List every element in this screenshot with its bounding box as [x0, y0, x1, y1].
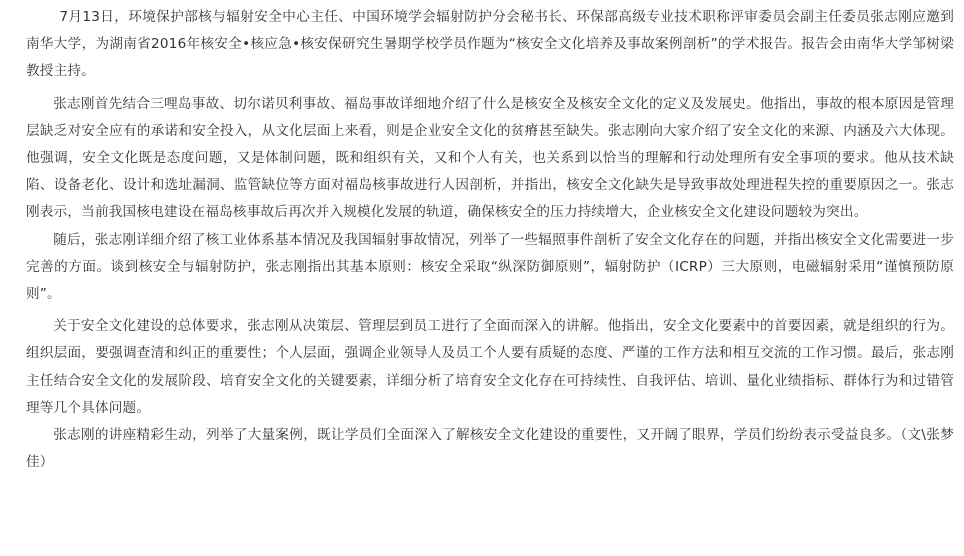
paragraph-intro: 7月13日，环境保护部核与辐射安全中心主任、中国环境学会辐射防护分会秘书长、环保部高级专业技术职称评审委员会副主任委员张志刚应邀到南华大学，为湖南省2016年核安全•核应急•核安保研究生暑期学校学员作题为“核安全文化培养及事故案例剖析”的学术报告。报告会由南华大学邹树梁教授主持。 — [26, 9, 954, 80]
paragraph-overall-requirements: 关于安全文化建设的总体要求，张志刚从决策层、管理层到员工进行了全面而深入的讲解。他指出，安全文化要素中的首要因素，就是组织的行为。组织层面，要强调查清和纠正的重要性；个人层面，强调企业领导人及员工个人要有质疑的态度、严谨的工作方法和相互交流的工作习惯。最后，张志刚主任结合安全文化的发展阶段、培育安全文化的关键要素，详细分析了培育安全文化存在可持续性、自我评估、培训、量化业绩指标、群体行为和过错管理等几个具体问题。 — [26, 318, 954, 416]
paragraph-radiation-principles: 随后，张志刚详细介绍了核工业体系基本情况及我国辐射事故情况，列举了一些辐照事件剖析了安全文化存在的问题，并指出核安全文化需要进一步完善的方面。谈到核安全与辐射防护，张志刚指出其基本原则：核安全采取“纵深防御原则”，辐射防护（ICRP）三大原则，电磁辐射采用“谨慎预防原则”。 — [26, 231, 954, 303]
paragraph-safety-culture-history: 张志刚首先结合三哩岛事故、切尔诺贝利事故、福岛事故详细地介绍了什么是核安全及核安全文化的定义及发展史。他指出，事故的根本原因是管理层缺乏对安全应有的承诺和安全投入，从文化层面上来看，则是企业安全文化的贫瘠甚至缺失。张志刚向大家介绍了安全文化的来源、内涵及六大体现。他强调，安全文化既是态度问题，又是体制问题，既和组织有关，又和个人有关，也关系到以恰当的理解和行动处理所有安全事项的要求。他从技术缺陷、设备老化、设计和选址漏洞、监管缺位等方面对福岛核事故进行人因剖析，并指出，核安全文化缺失是导致事故处理进程失控的重要原因之一。张志刚表示，当前我国核电建设在福岛核事故后再次并入规模化发展的轨道，确保核安全的压力持续增大，企业核安全文化建设问题较为突出。 — [26, 95, 954, 221]
paragraph-conclusion: 张志刚的讲座精彩生动，列举了大量案例，既让学员们全面深入了解核安全文化建设的重要性，又开阔了眼界，学员们纷纷表示受益良多。（文\张梦佳） — [26, 427, 954, 471]
article-body — [26, 4, 954, 476]
